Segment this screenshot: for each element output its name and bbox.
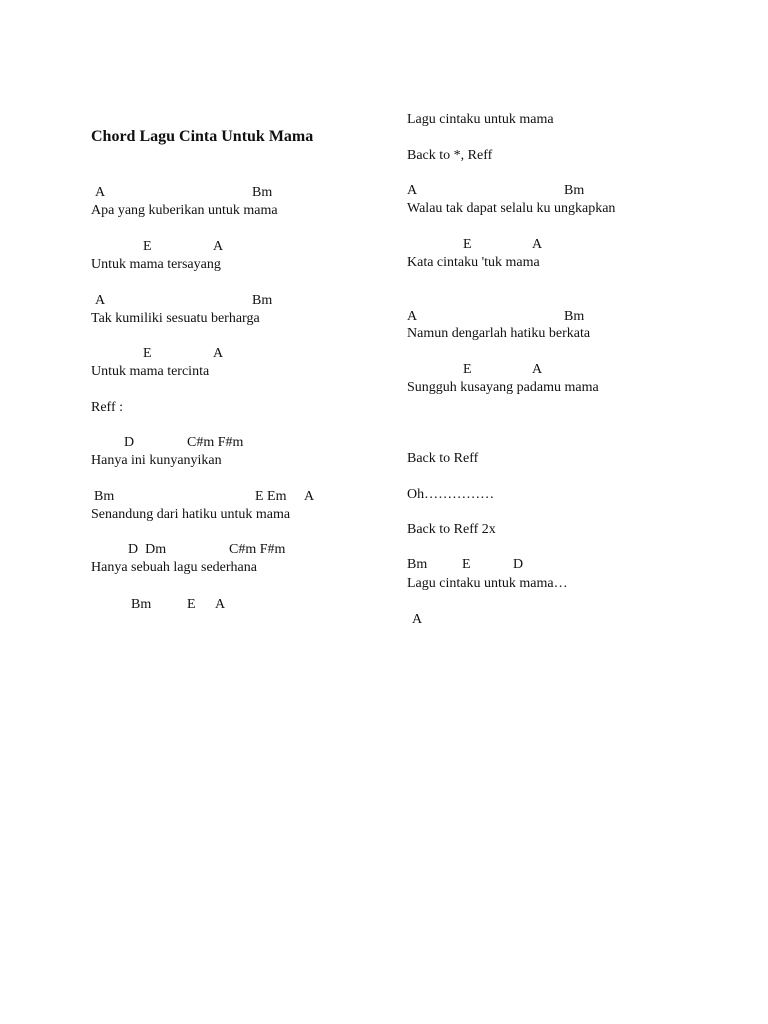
- oh-line: Oh……………: [407, 487, 495, 502]
- chord: D Dm: [128, 542, 167, 557]
- chord: E: [463, 362, 472, 377]
- back-to-note: Back to *, Reff: [407, 148, 493, 163]
- lyric-line: Senandung dari hatiku untuk mama: [91, 507, 291, 522]
- lyric-line: Kata cintaku 'tuk mama: [407, 255, 540, 270]
- chord: A: [407, 183, 418, 198]
- chord: A: [407, 309, 418, 324]
- back-to-note: Back to Reff 2x: [407, 522, 496, 537]
- chord: A: [213, 239, 224, 254]
- reff-label: Reff :: [91, 400, 124, 415]
- lyric-line: Untuk mama tersayang: [91, 257, 221, 272]
- chord: Bm: [564, 309, 585, 324]
- chord: E: [143, 239, 152, 254]
- chord: E: [187, 597, 196, 612]
- chord: A: [532, 362, 543, 377]
- chord: A: [95, 293, 106, 308]
- chord: E: [463, 237, 472, 252]
- chord: A: [95, 185, 106, 200]
- chord: A: [215, 597, 226, 612]
- chord: Bm: [131, 597, 152, 612]
- lyric-line: Hanya sebuah lagu sederhana: [91, 560, 257, 575]
- page-title: Chord Lagu Cinta Untuk Mama: [91, 128, 314, 145]
- chord: A: [412, 612, 423, 627]
- chord: E: [143, 346, 152, 361]
- chord: D: [124, 435, 135, 450]
- chord: E: [462, 557, 471, 572]
- lyric-line: Lagu cintaku untuk mama: [407, 112, 554, 127]
- lyric-line: Lagu cintaku untuk mama…: [407, 576, 568, 591]
- lyric-line: Tak kumiliki sesuatu berharga: [91, 311, 260, 326]
- chord: Bm: [564, 183, 585, 198]
- chord: Bm: [252, 293, 273, 308]
- chord: A: [213, 346, 224, 361]
- chord: Bm: [252, 185, 273, 200]
- lyric-line: Namun dengarlah hatiku berkata: [407, 326, 591, 341]
- lyric-line: Untuk mama tercinta: [91, 364, 210, 379]
- lyric-line: Hanya ini kunyanyikan: [91, 453, 222, 468]
- left-column: [91, 0, 431, 1024]
- lyric-line: Apa yang kuberikan untuk mama: [91, 203, 278, 218]
- chord: C#m F#m: [187, 435, 244, 450]
- right-column: [407, 0, 747, 1024]
- chord: C#m F#m: [229, 542, 286, 557]
- chord: A: [304, 489, 315, 504]
- chord: E Em: [255, 489, 287, 504]
- chord: D: [513, 557, 524, 572]
- lyric-line: Sungguh kusayang padamu mama: [407, 380, 599, 395]
- chord: Bm: [407, 557, 428, 572]
- chord: Bm: [94, 489, 115, 504]
- lyric-line: Walau tak dapat selalu ku ungkapkan: [407, 201, 616, 216]
- back-to-note: Back to Reff: [407, 451, 479, 466]
- chord: A: [532, 237, 543, 252]
